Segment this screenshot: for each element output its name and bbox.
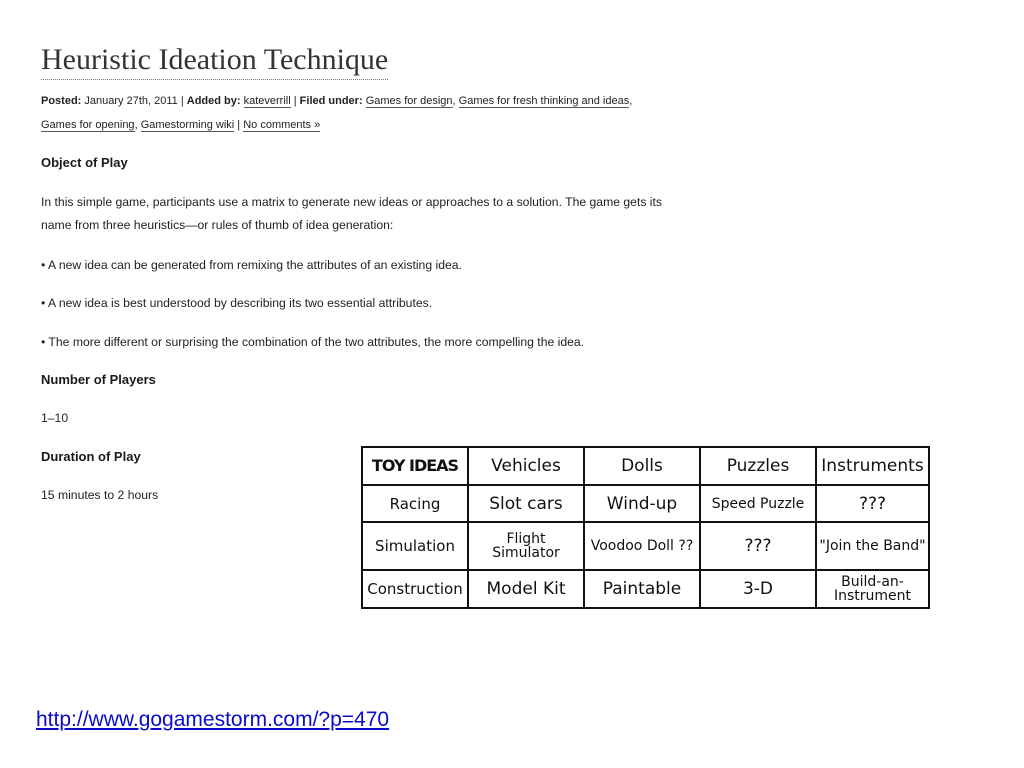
heuristic-bullet: • The more different or surprising the combination of the two attributes, the more compelling the idea. (41, 335, 585, 349)
matrix-cell: Build-an-Instrument (816, 570, 929, 608)
matrix-row-header: Racing (362, 485, 468, 522)
number-of-players-value: 1–10 (41, 411, 69, 425)
duration-of-play-value: 15 minutes to 2 hours (41, 488, 159, 502)
separator: , (134, 119, 141, 131)
matrix-row-header: Simulation (362, 522, 468, 570)
matrix-cell: Model Kit (468, 570, 584, 608)
matrix-cell: Paintable (584, 570, 700, 608)
matrix-row-header: Construction (362, 570, 468, 608)
matrix-corner-cell: TOY IDEAS (362, 447, 468, 485)
category-link-fresh-thinking[interactable]: Games for fresh thinking and ideas (458, 95, 630, 107)
comments-link[interactable]: No comments » (243, 119, 321, 131)
source-url-link[interactable]: http://www.gogamestorm.com/?p=470 (36, 708, 390, 731)
matrix-row-construction (362, 570, 929, 608)
matrix-cell: Speed Puzzle (700, 485, 816, 522)
separator: , (452, 95, 459, 107)
number-of-players-heading: Number of Players (41, 372, 156, 387)
added-by-label: Added by: (186, 95, 241, 107)
matrix-cell: Flight Simulator (468, 522, 584, 570)
matrix-column-header: Puzzles (700, 447, 816, 485)
matrix-cell: "Join the Band" (816, 522, 929, 570)
matrix-column-header: Instruments (816, 447, 929, 485)
object-of-play-text: In this simple game, participants use a matrix to generate new ideas or approaches to a solution. The game gets its name from three heuristics—or rules of thumb of idea generation: (41, 195, 662, 232)
matrix-cell: Wind-up (584, 485, 700, 522)
matrix-row-racing (362, 485, 929, 522)
matrix-column-header: Vehicles (468, 447, 584, 485)
separator: , (629, 95, 633, 107)
matrix-cell: Voodoo Doll ?? (584, 522, 700, 570)
matrix-column-header: Dolls (584, 447, 700, 485)
heuristic-bullet: • A new idea is best understood by describing its two essential attributes. (41, 296, 433, 310)
matrix-cell: 3-D (700, 570, 816, 608)
post-meta-line-1 (41, 94, 681, 108)
matrix-row-simulation (362, 522, 929, 570)
page-title: Heuristic Ideation Technique (41, 42, 388, 80)
heuristic-bullet: • A new idea can be generated from remixing the attributes of an existing idea. (41, 258, 462, 272)
post-meta-line-2 (41, 118, 681, 132)
category-link-gamestorming-wiki[interactable]: Gamestorming wiki (140, 119, 235, 131)
category-link-opening[interactable]: Games for opening (41, 119, 135, 131)
author-link[interactable]: kateverrill (243, 95, 291, 107)
category-link-design[interactable]: Games for design (365, 95, 453, 107)
filed-under-label: Filed under: (299, 95, 363, 107)
posted-date: January 27th, 2011 (84, 95, 178, 107)
separator: | (177, 95, 187, 107)
duration-of-play-heading: Duration of Play (41, 449, 141, 464)
object-of-play-heading: Object of Play (41, 155, 128, 170)
separator: | (290, 95, 300, 107)
posted-label: Posted: (41, 95, 82, 107)
separator: | (234, 119, 244, 131)
matrix-header-row (362, 447, 929, 485)
matrix-cell: Slot cars (468, 485, 584, 522)
matrix-cell: ??? (700, 522, 816, 570)
toy-ideas-matrix (361, 446, 930, 609)
matrix-cell: ??? (816, 485, 929, 522)
